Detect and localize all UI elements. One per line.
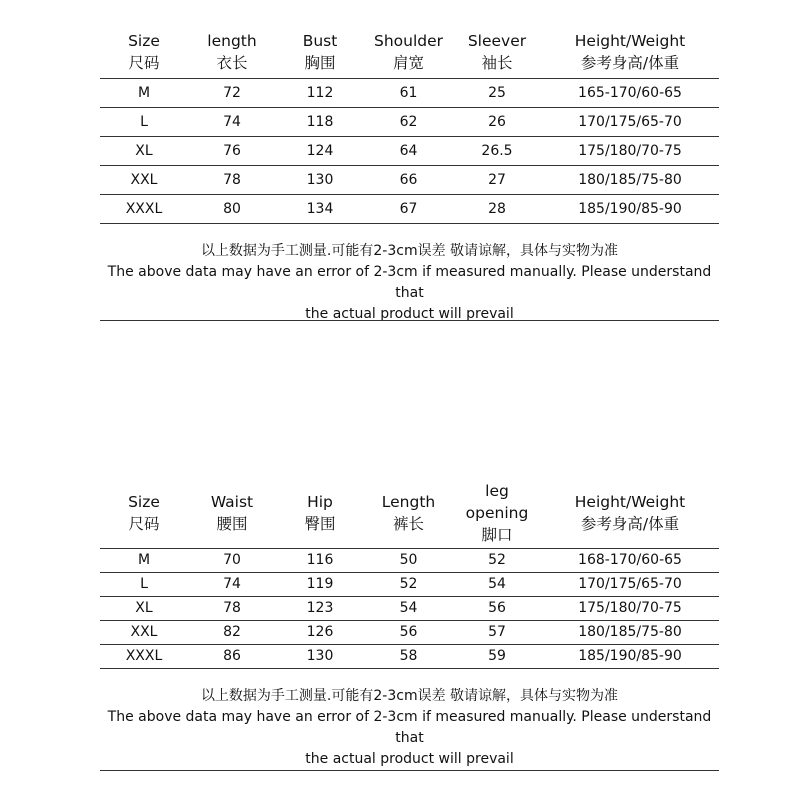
table-cell: 25 bbox=[453, 78, 541, 107]
table-cell: 119 bbox=[276, 572, 364, 596]
header-shoulder: Shoulder 肩宽 bbox=[373, 31, 444, 72]
table-cell: 67 bbox=[364, 194, 453, 223]
header-hip: Hip 臀围 bbox=[304, 492, 336, 533]
table-cell: 74 bbox=[188, 572, 276, 596]
table-cell: 74 bbox=[188, 107, 276, 136]
table-cell: 124 bbox=[276, 136, 364, 165]
table-cell: 180/185/75-80 bbox=[541, 165, 719, 194]
table-row bbox=[100, 620, 719, 644]
pants-size-chart bbox=[100, 478, 719, 770]
table-cell: 175/180/70-75 bbox=[541, 136, 719, 165]
header-height-weight: Height/Weight 参考身高/体重 bbox=[574, 492, 686, 533]
table-row bbox=[100, 165, 719, 194]
table-cell: 112 bbox=[276, 78, 364, 107]
note-chinese: 以上数据为手工测量.可能有2-3cm误差 敬请谅解，具体与实物为准 bbox=[200, 687, 619, 704]
table-cell: L bbox=[100, 572, 188, 596]
table-cell: 57 bbox=[453, 620, 541, 644]
note-english-line-2: the actual product will prevail bbox=[305, 750, 514, 767]
header-size: Size 尺码 bbox=[128, 492, 160, 533]
table-cell: 27 bbox=[453, 165, 541, 194]
table-cell: 116 bbox=[276, 548, 364, 572]
header-height-weight: Height/Weight 参考身高/体重 bbox=[574, 31, 686, 72]
table-row bbox=[100, 194, 719, 223]
table-cell: 175/180/70-75 bbox=[541, 596, 719, 620]
table-cell: 62 bbox=[364, 107, 453, 136]
table-cell: 26.5 bbox=[453, 136, 541, 165]
table-row bbox=[100, 644, 719, 668]
table-cell: 170/175/65-70 bbox=[541, 107, 719, 136]
table-cell: 180/185/75-80 bbox=[541, 620, 719, 644]
table-cell: 126 bbox=[276, 620, 364, 644]
header-sleeve: Sleever 袖长 bbox=[467, 31, 527, 72]
note-english-line-1: The above data may have an error of 2-3cm if measured manually. Please understand that bbox=[107, 263, 712, 301]
table-cell: 52 bbox=[453, 548, 541, 572]
header-length: length 衣长 bbox=[207, 31, 257, 72]
table-row bbox=[100, 107, 719, 136]
table-cell: 78 bbox=[188, 596, 276, 620]
table-cell: 130 bbox=[276, 165, 364, 194]
table-cell: 56 bbox=[364, 620, 453, 644]
table-cell: 86 bbox=[188, 644, 276, 668]
table-cell: M bbox=[100, 78, 188, 107]
section-divider bbox=[100, 770, 719, 771]
table-cell: 82 bbox=[188, 620, 276, 644]
table-cell: 165-170/60-65 bbox=[541, 78, 719, 107]
note-english-line-1: The above data may have an error of 2-3cm if measured manually. Please understand that bbox=[107, 708, 712, 746]
table-cell: 58 bbox=[364, 644, 453, 668]
table-cell: XXL bbox=[100, 165, 188, 194]
table-cell: 80 bbox=[188, 194, 276, 223]
table-cell: XL bbox=[100, 596, 188, 620]
header-size: Size 尺码 bbox=[128, 31, 160, 72]
note-chinese: 以上数据为手工测量.可能有2-3cm误差 敬请谅解，具体与实物为准 bbox=[200, 242, 619, 259]
table-cell: 66 bbox=[364, 165, 453, 194]
table-cell: 118 bbox=[276, 107, 364, 136]
table-cell: 134 bbox=[276, 194, 364, 223]
header-length: Length 裤长 bbox=[381, 492, 436, 533]
table-cell: 64 bbox=[364, 136, 453, 165]
table-cell: XXL bbox=[100, 620, 188, 644]
table-row bbox=[100, 548, 719, 572]
table-cell: 78 bbox=[188, 165, 276, 194]
top-size-chart bbox=[100, 26, 719, 325]
table-row bbox=[100, 572, 719, 596]
measurement-note bbox=[100, 686, 719, 770]
table-cell: M bbox=[100, 548, 188, 572]
table-cell: 130 bbox=[276, 644, 364, 668]
table-cell: 123 bbox=[276, 596, 364, 620]
note-english-line-2: the actual product will prevail bbox=[305, 305, 514, 322]
table-cell: 54 bbox=[364, 596, 453, 620]
table-cell: 59 bbox=[453, 644, 541, 668]
table-cell: 170/175/65-70 bbox=[541, 572, 719, 596]
table-cell: 28 bbox=[453, 194, 541, 223]
table-cell: 56 bbox=[453, 596, 541, 620]
table-cell: 185/190/85-90 bbox=[541, 194, 719, 223]
table-row bbox=[100, 78, 719, 107]
table-cell: XXXL bbox=[100, 644, 188, 668]
pants-size-table bbox=[100, 478, 719, 669]
table-row bbox=[100, 596, 719, 620]
table-cell: 61 bbox=[364, 78, 453, 107]
header-waist: Waist 腰围 bbox=[210, 492, 254, 533]
table-cell: 76 bbox=[188, 136, 276, 165]
table-cell: 52 bbox=[364, 572, 453, 596]
measurement-note bbox=[100, 241, 719, 325]
table-cell: 54 bbox=[453, 572, 541, 596]
table-cell: 72 bbox=[188, 78, 276, 107]
table-row bbox=[100, 136, 719, 165]
table-cell: 185/190/85-90 bbox=[541, 644, 719, 668]
top-size-table bbox=[100, 26, 719, 224]
table-cell: 70 bbox=[188, 548, 276, 572]
table-cell: 168-170/60-65 bbox=[541, 548, 719, 572]
table-header-row bbox=[100, 478, 719, 548]
section-divider bbox=[100, 320, 719, 321]
header-leg-opening: leg opening 脚口 bbox=[465, 481, 529, 544]
table-cell: 50 bbox=[364, 548, 453, 572]
table-cell: L bbox=[100, 107, 188, 136]
table-header-row bbox=[100, 26, 719, 78]
table-cell: XXXL bbox=[100, 194, 188, 223]
table-cell: 26 bbox=[453, 107, 541, 136]
table-cell: XL bbox=[100, 136, 188, 165]
header-bust: Bust 胸围 bbox=[302, 31, 338, 72]
